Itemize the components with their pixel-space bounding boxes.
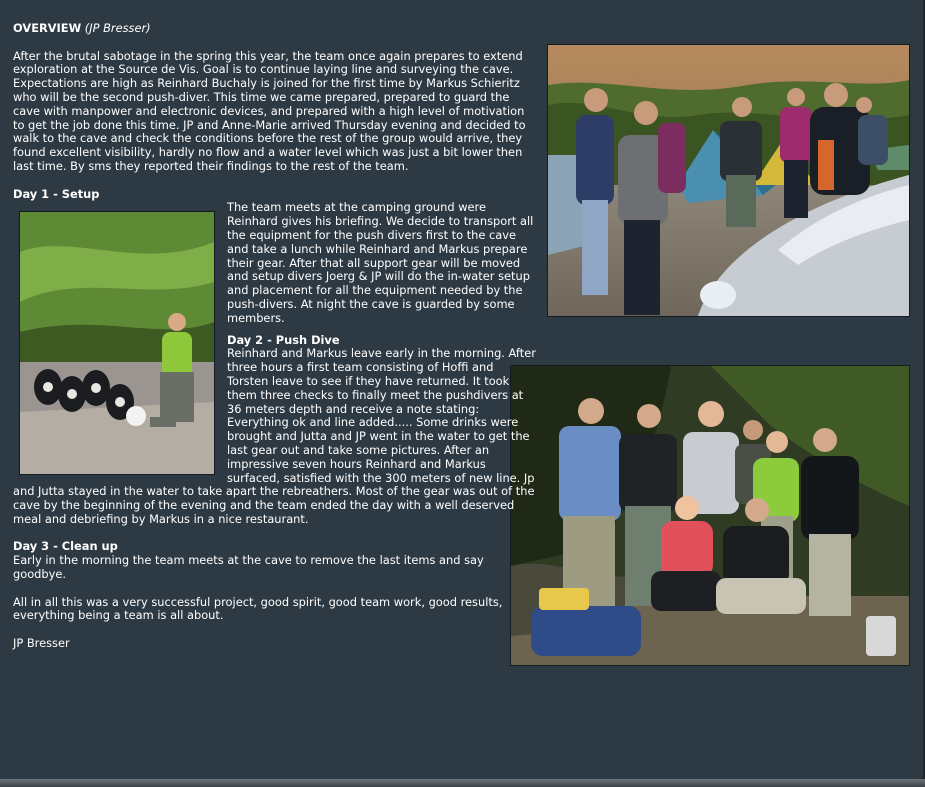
day2-paragraph: Reinhard and Markus leave early in the morning. After three hours a first team consisting of Hoffi and Torsten leave to see if they have returned. It took them three checks to finally meet the pushdivers at 36 meters depth and receive a note stating: Everything ok and line added..... Some drinks were brought and Jutta and JP went in the water to get the last gear out and take some pictures. After an impressive seven hours Reinhard and Markus surfaced, satisfied with the 300 meters of new line. Jp and Jutta stayed in the water to take apart the rebreathers. Most of the gear was out of the cave by the beginning of the evening and the team ended the day with a well deserved meal and debriefing by Markus in a nice restaurant.	[13, 346, 536, 526]
bottom-border	[0, 779, 925, 787]
conclusion-paragraph: All in all this was a very successful project, good spirit, good team work, good results, everything being a team is all about.	[13, 594, 503, 623]
day3-paragraph: Early in the morning the team meets at the cave to remove the last items and say goodbye.	[13, 553, 484, 582]
team-group-photo	[510, 365, 910, 666]
equipment-photo	[19, 211, 215, 475]
day2-heading: Day 2 - Push Dive	[227, 332, 340, 347]
day1-heading: Day 1 - Setup	[13, 186, 100, 201]
overview-paragraph: After the brutal sabotage in the spring this year, the team once again prepares to extend exploration at the Source de Vis. Goal is to continue laying line and surveying the cave. Expectations are high as Reinhard Buchaly is joined for the first time by Markus Schieritz who will be the second push-diver. This time we came prepared, prepared to guard the cave with manpower and electronic devices, and prepared with a high level of motivation to get the job done this time. JP and Anne-Marie arrived Thursday evening and decided to walk to the cave and check the conditions before the rest of the group would arrive, they found excellent visibility, hardly no flow and a water level which was just a bit lower then last time. By sms they reported their findings to the rest of the team.	[13, 48, 526, 173]
campsite-briefing-photo	[547, 44, 910, 317]
overview-heading: OVERVIEW	[13, 21, 82, 35]
overview-author: (JP Bresser)	[84, 21, 151, 35]
signature: JP Bresser	[13, 636, 70, 651]
day1-paragraph: The team meets at the camping ground were Reinhard gives his briefing. We decide to transport all the equipment for the push divers first to the cave and take a lunch while Reinhard and Markus prepare their gear. After that all support gear will be moved and setup divers Joerg & JP will do the in-water setup and placement for all the equipment needed by the push-divers. At night the cave is guarded by some members.	[227, 200, 534, 325]
article-content	[13, 22, 538, 665]
day3-heading: Day 3 - Clean up	[13, 539, 118, 554]
overview-heading-line	[13, 22, 538, 36]
